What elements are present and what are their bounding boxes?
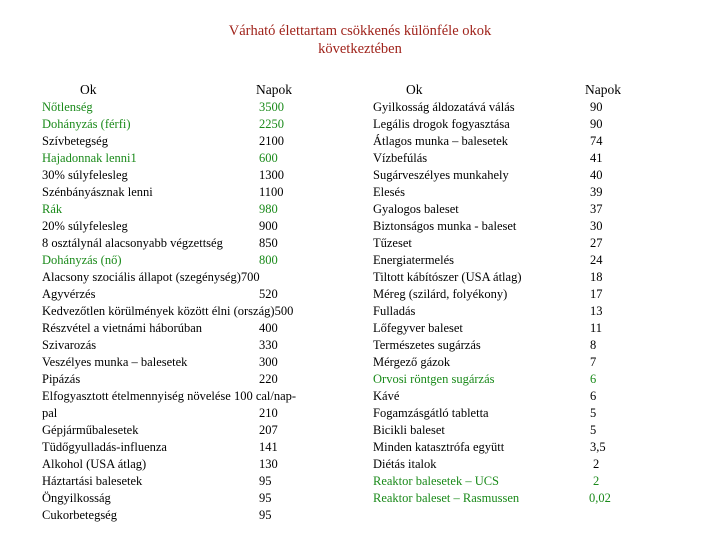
list-item <box>373 388 673 405</box>
days-value: 6 <box>590 372 597 386</box>
days-value: 18 <box>590 270 603 284</box>
days-value: 7 <box>590 355 597 369</box>
cause-label: Részvétel a vietnámi háborúban <box>42 321 203 335</box>
list-item <box>42 133 362 150</box>
list-item <box>373 252 673 269</box>
list-item <box>42 167 362 184</box>
days-value: 980 <box>259 202 278 216</box>
cause-label: Legális drogok fogyasztása <box>373 117 510 131</box>
list-item <box>373 490 673 507</box>
cause-label: Szénbányásznak lenni <box>42 185 153 199</box>
cause-label: Háztartási balesetek <box>42 474 143 488</box>
list-item <box>373 133 673 150</box>
cause-label: pal <box>42 406 58 420</box>
list-item <box>42 99 362 116</box>
cause-label: Orvosi röntgen sugárzás <box>373 372 495 386</box>
left-days-header: Napok <box>256 82 292 97</box>
cause-label: Fulladás <box>373 304 416 318</box>
list-item <box>42 269 362 286</box>
right-ok-header: Ok <box>406 82 423 97</box>
list-item <box>42 507 362 524</box>
list-item <box>373 456 673 473</box>
cause-label: Cukorbetegség <box>42 508 117 522</box>
list-item <box>42 439 362 456</box>
cause-label: Kávé <box>373 389 400 403</box>
days-value: 24 <box>590 253 603 267</box>
cause-label: Méreg (szilárd, folyékony) <box>373 287 508 301</box>
list-item <box>42 490 362 507</box>
list-item <box>42 116 362 133</box>
days-value: 3500 <box>259 100 284 114</box>
cause-label: Gépjárműbalesetek <box>42 423 139 437</box>
days-value: 17 <box>590 287 603 301</box>
title-line-2: következtében <box>318 41 402 57</box>
days-value: 41 <box>590 151 603 165</box>
list-item <box>42 456 362 473</box>
list-item <box>373 218 673 235</box>
cause-label: Kedvezőtlen körülmények között élni (ország) <box>42 304 275 318</box>
days-value: 2 <box>593 474 600 488</box>
list-item <box>42 354 362 371</box>
list-item <box>373 422 673 439</box>
cause-label: Elfogyasztott ételmennyiség növelése 100 cal/nap- <box>42 389 297 403</box>
list-item <box>373 320 673 337</box>
days-value: 220 <box>259 372 278 386</box>
days-value: 1300 <box>259 168 284 182</box>
days-value: 800 <box>259 253 278 267</box>
days-value: 400 <box>259 321 278 335</box>
days-value: 3,5 <box>590 440 606 454</box>
days-value: 74 <box>590 134 603 148</box>
days-value: 1100 <box>259 185 284 199</box>
days-value: 95 <box>259 474 272 488</box>
cause-label: Gyilkosság áldozatává válás <box>373 100 515 114</box>
cause-label: Vízbefúlás <box>373 151 428 165</box>
cause-label: Energiatermelés <box>373 253 454 267</box>
days-value: 90 <box>590 117 603 131</box>
days-value: 11 <box>590 321 603 335</box>
cause-label: Dohányzás (nő) <box>42 253 122 267</box>
list-item <box>42 235 362 252</box>
list-item <box>373 150 673 167</box>
days-value: 700 <box>240 270 260 284</box>
days-value: 330 <box>259 338 278 352</box>
days-value: 141 <box>259 440 278 454</box>
days-value: 39 <box>590 185 603 199</box>
cause-label: Agyvérzés <box>42 287 96 301</box>
cause-label: Természetes sugárzás <box>373 338 481 352</box>
list-item <box>373 167 673 184</box>
page-title <box>0 22 720 58</box>
cause-label: Tüdőgyulladás-influenza <box>42 440 167 454</box>
list-item <box>373 337 673 354</box>
days-value: 95 <box>259 491 272 505</box>
days-value: 210 <box>259 406 278 420</box>
cause-label: Alkohol (USA átlag) <box>42 457 147 471</box>
cause-label: Alacsony szociális állapot (szegénység) <box>42 270 241 284</box>
list-item <box>373 184 673 201</box>
days-value: 13 <box>590 304 603 318</box>
cause-label: 30% súlyfelesleg <box>42 168 128 182</box>
days-value: 30 <box>590 219 603 233</box>
cause-label: Mérgező gázok <box>373 355 451 369</box>
list-item <box>42 337 362 354</box>
cause-label: Öngyilkosság <box>42 491 111 505</box>
list-item <box>42 405 362 422</box>
cause-label: Hajadonnak lenni1 <box>42 151 137 165</box>
left-ok-header: Ok <box>80 82 97 97</box>
cause-label: Szívbetegség <box>42 134 108 148</box>
cause-label: Pipázás <box>42 372 81 386</box>
days-value: 2250 <box>259 117 284 131</box>
list-item <box>42 473 362 490</box>
cause-label: Reaktor baleset – Rasmussen <box>373 491 520 505</box>
list-item <box>42 252 362 269</box>
days-value: 6 <box>590 389 597 403</box>
cause-label: Veszélyes munka – balesetek <box>42 355 188 369</box>
days-value: 300 <box>259 355 278 369</box>
list-item <box>373 405 673 422</box>
list-item <box>42 422 362 439</box>
cause-label: Gyalogos baleset <box>373 202 459 216</box>
cause-label: Elesés <box>373 185 405 199</box>
list-item <box>42 184 362 201</box>
days-value: 0,02 <box>589 491 611 505</box>
list-item <box>373 303 673 320</box>
cause-label: Minden katasztrófa együtt <box>373 440 505 454</box>
list-item <box>42 303 362 320</box>
list-item <box>373 286 673 303</box>
right-cause-list <box>373 99 673 507</box>
cause-label: Bicikli baleset <box>373 423 445 437</box>
days-value: 2 <box>593 457 600 471</box>
days-value: 900 <box>259 219 278 233</box>
cause-label: Fogamzásgátló tabletta <box>373 406 489 420</box>
cause-label: Diétás italok <box>373 457 437 471</box>
list-item <box>373 473 673 490</box>
days-value: 520 <box>259 287 278 301</box>
days-value: 2100 <box>259 134 284 148</box>
days-value: 130 <box>259 457 278 471</box>
days-value: 5 <box>590 423 597 437</box>
days-value: 27 <box>590 236 603 250</box>
title-line-1: Várható élettartam csökkenés különféle okok <box>228 23 492 39</box>
cause-label: Rák <box>42 202 63 216</box>
cause-label: 8 osztálynál alacsonyabb végzettség <box>42 236 223 250</box>
list-item <box>373 116 673 133</box>
list-item <box>42 201 362 218</box>
cause-label: Sugárveszélyes munkahely <box>373 168 509 182</box>
days-value: 37 <box>590 202 603 216</box>
list-item <box>373 99 673 116</box>
days-value: 207 <box>259 423 278 437</box>
days-value: 40 <box>590 168 603 182</box>
cause-label: 20% súlyfelesleg <box>42 219 128 233</box>
list-item <box>373 439 673 456</box>
list-item <box>42 218 362 235</box>
list-item <box>42 150 362 167</box>
days-value: 600 <box>259 151 278 165</box>
days-value: 8 <box>590 338 597 352</box>
list-item <box>42 320 362 337</box>
list-item <box>42 371 362 388</box>
list-item <box>42 286 362 303</box>
cause-label: Nőtlenség <box>42 100 93 114</box>
left-cause-list <box>42 99 362 524</box>
days-value: 5 <box>590 406 597 420</box>
cause-label: Lőfegyver baleset <box>373 321 463 335</box>
cause-label: Tűzeset <box>373 236 412 250</box>
list-item <box>42 388 362 405</box>
cause-label: Tiltott kábítószer (USA átlag) <box>373 270 522 284</box>
list-item <box>373 371 673 388</box>
cause-label: Reaktor balesetek – UCS <box>373 474 500 488</box>
days-value: 90 <box>590 100 603 114</box>
days-value: 850 <box>259 236 278 250</box>
cause-label: Dohányzás (férfi) <box>42 117 131 131</box>
right-days-header: Napok <box>585 82 621 97</box>
cause-label: Szivarozás <box>42 338 97 352</box>
list-item <box>373 201 673 218</box>
list-item <box>373 354 673 371</box>
cause-label: Átlagos munka – balesetek <box>373 134 509 148</box>
days-value: 95 <box>259 508 272 522</box>
days-value: 500 <box>274 304 294 318</box>
list-item <box>373 269 673 286</box>
cause-label: Biztonságos munka - baleset <box>373 219 517 233</box>
list-item <box>373 235 673 252</box>
